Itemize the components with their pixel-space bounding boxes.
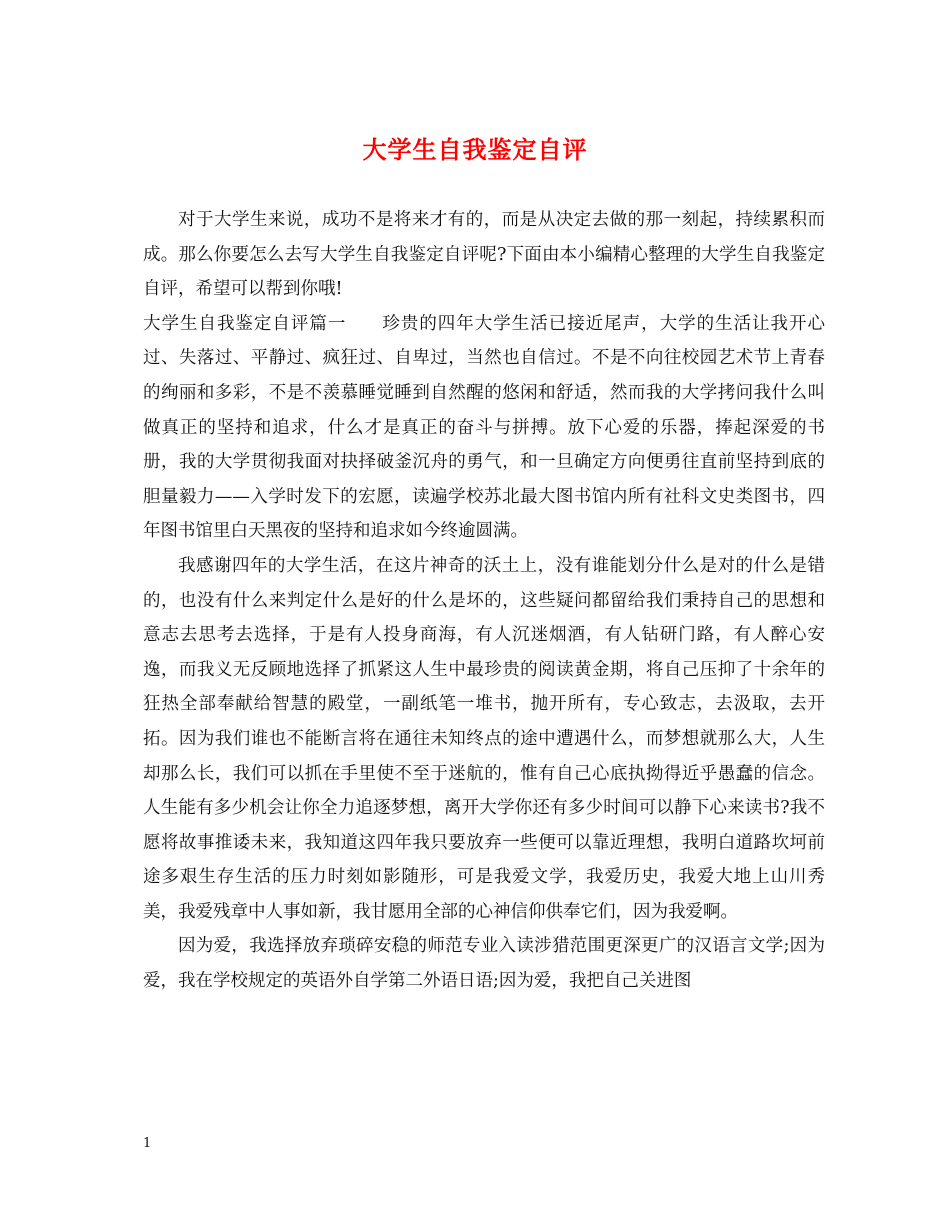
- section-paragraph-2: 我感谢四年的大学生活，在这片神奇的沃土上，没有谁能划分什么是对的什么是错的，也没有什么来判定什么是好的什么是坏的，这些疑问都留给我们秉持自己的思想和意志去思考去选择，于是有人投身商海，有人沉迷烟酒，有人钻研门路，有人醉心安逸，而我义无反顾地选择了抓紧这人生中最珍贵的阅读黄金期，将自己压抑了十余年的狂热全部奉献给智慧的殿堂，一副纸笔一堆书，抛开所有，专心致志，去汲取，去开拓。因为我们谁也不能断言将在通往未知终点的途中遭遇什么，而梦想就那么大，人生却那么长，我们可以抓在手里使不至于迷航的，惟有自己心底执拗得近乎愚蠢的信念。人生能有多少机会让你全力追逐梦想，离开大学你还有多少时间可以静下心来读书?我不愿将故事推诿未来，我知道这四年我只要放弃一些便可以靠近理想，我明白道路坎坷前途多艰生存生活的压力时刻如影随形，可是我爱文学，我爱历史，我爱大地上山川秀美，我爱残章中人事如新，我甘愿用全部的心神信仰供奉它们，因为我爱啊。: [143, 555, 825, 922]
- section-paragraph-1-text: 珍贵的四年大学生活已接近尾声，大学的生活让我开心过、失落过、平静过、疯狂过、自卑过，当然也自信过。不是不向往校园艺术节上青春的绚丽和多彩，不是不羡慕睡觉睡到自然醒的悠闲和舒适，然而我的大学拷问我什么叫做真正的坚持和追求，什么才是真正的奋斗与拼搏。放下心爱的乐器，捧起深爱的书册，我的大学贯彻我面对抉择破釜沉舟的勇气，和一旦确定方向便勇往直前坚持到底的胆量毅力——入学时发下的宏愿，读遍学校苏北最大图书馆内所有社科文史类图书，四年图书馆里白天黑夜的坚持和追求如今终逾圆满。: [143, 313, 826, 542]
- document-title: 大学生自我鉴定自评: [362, 135, 588, 164]
- section-first-paragraph: [143, 307, 825, 549]
- intro-paragraph: 对于大学生来说，成功不是将来才有的，而是从决定去做的那一刻起，持续累积而成。那么你要怎么去写大学生自我鉴定自评呢?下面由本小编精心整理的大学生自我鉴定自评，希望可以帮到你哦!: [143, 210, 825, 300]
- page-number: 1: [143, 1136, 152, 1151]
- section-heading: 大学生自我鉴定自评篇一: [143, 313, 347, 334]
- document-body: [143, 203, 825, 999]
- section-paragraph-3: 因为爱，我选择放弃琐碎安稳的师范专业入读涉猎范围更深更广的汉语言文学;因为爱，我在学校规定的英语外自学第二外语日语;因为爱，我把自己关进图: [143, 936, 825, 992]
